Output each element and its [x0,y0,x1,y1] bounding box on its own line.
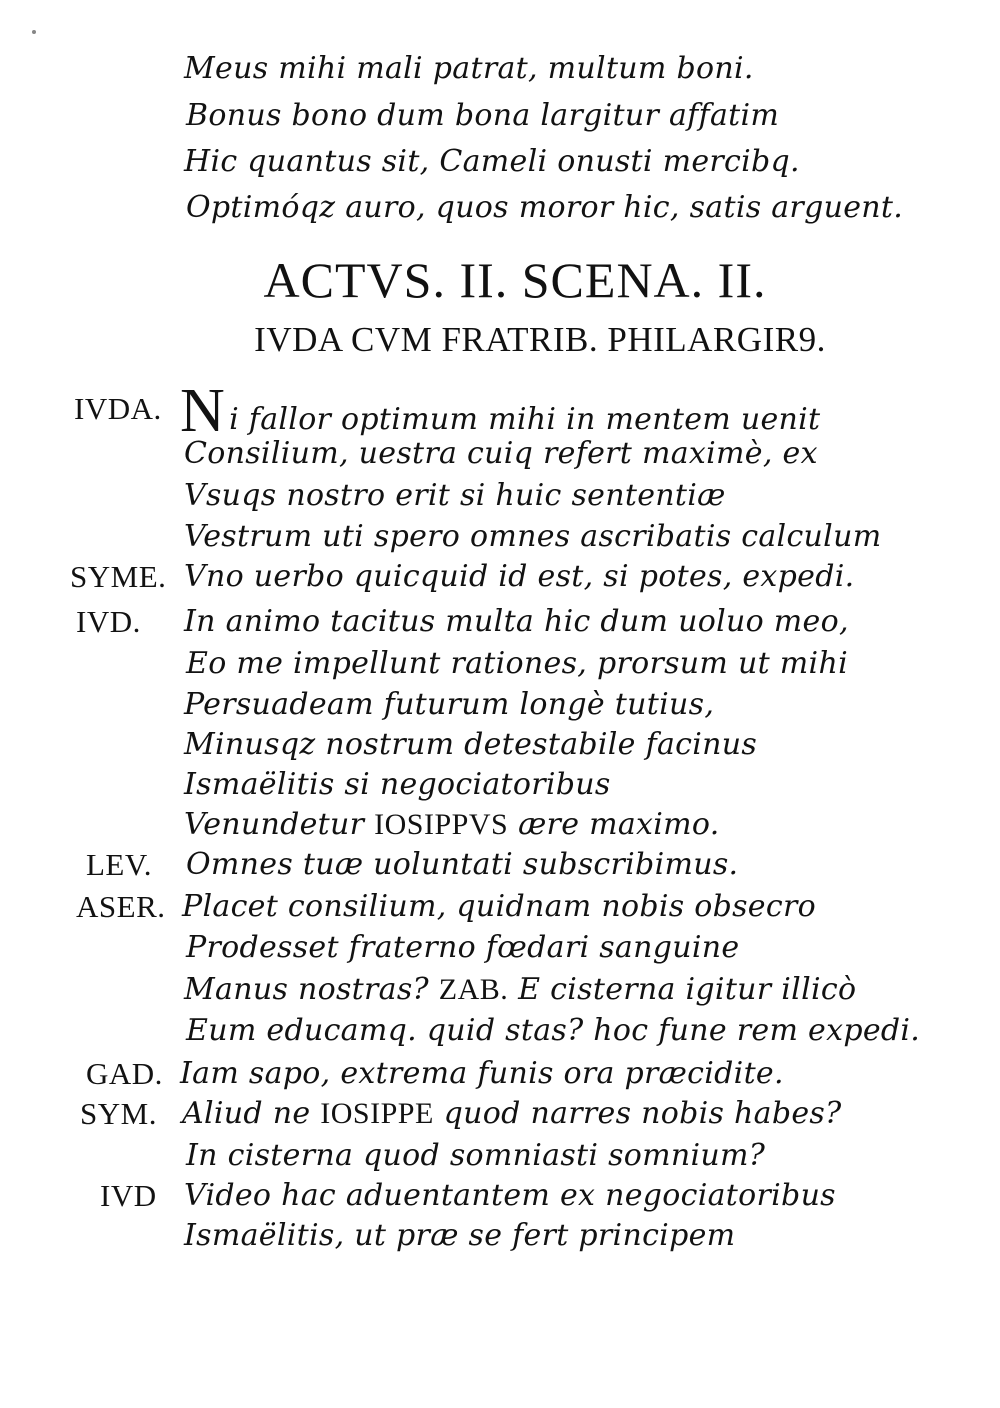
verse-text: Manus nostras? [184,972,429,1007]
margin-ink-speck [32,30,36,34]
verse-line: Prodesset fraterno fœdari sanguine [186,930,740,965]
verse-line: Iam sapo, extrema funis ora præcidite. [180,1056,784,1091]
verse-text: ære maximo. [518,807,720,842]
verse-line [182,1097,841,1131]
verse-line: Persuadeam futurum longè tutius, [184,687,715,722]
verse-line: Vestrum uti spero omnes ascribatis calculum [184,519,882,554]
verse-text: Aliud ne [182,1096,311,1131]
act-scene-heading: ACTVS. II. SCENA. II. [263,252,767,308]
verse-text: E cisterna igitur illicò [518,972,857,1007]
verse-line: Minusqz nostrum detestabile facinus [184,727,758,762]
speaker-label: SYM. [80,1096,157,1131]
speaker-label: IVD. [76,604,141,639]
character-name: IOSIPPVS [374,808,509,841]
speaker-label: IVDA. [74,391,162,426]
verse-text: Venundetur [184,807,365,842]
verse-line: Optimóqz auro, quos moror hic, satis arguent. [186,190,904,225]
verse-line: Meus mihi mali patrat, multum boni. [184,51,754,86]
verse-line: Bonus bono dum bona largitur affatim [186,98,780,133]
speaker-label: IVD [100,1178,157,1213]
verse-line: Consilium, uestra cuiq refert maximè, ex [184,436,818,471]
verse-line [184,808,720,842]
speaker-label: LEV. [86,847,153,882]
verse-line: Omnes tuæ uoluntati subscribimus. [186,847,739,882]
verse-line: Vsuqs nostro erit si huic sententiæ [184,478,726,513]
character-name: IOSIPPE [320,1097,434,1130]
verse-line: Vno uerbo quicquid id est, si potes, expedi. [184,559,855,594]
verse-line: Video hac aduentantem ex negociatoribus [184,1178,836,1213]
verse-line [180,377,821,445]
verse-line: Ismaëlitis si negociatoribus [184,767,611,802]
speaker-label: GAD. [86,1056,163,1091]
verse-line: In animo tacitus multa hic dum uoluo meo, [184,604,849,639]
verse-line: Eo me impellunt rationes, prorsum ut mihi [186,646,848,681]
verse-line: Placet consilium, quidnam nobis obsecro [182,889,816,924]
verse-line: Hic quantus sit, Cameli onusti mercibq. [184,144,800,179]
verse-line [184,973,856,1007]
character-name: ZAB. [438,973,509,1006]
verse-line: Ismaëlitis, ut præ se fert principem [184,1218,736,1253]
speaker-label: ASER. [76,889,166,924]
verse-line: Eum educamq. quid stas? hoc fune rem expedi. [186,1013,921,1048]
verse-line: In cisterna quod somniasti somnium? [186,1138,766,1173]
speaker-label: SYME. [70,559,167,594]
verse-text: i fallor optimum mihi in mentem uenit [229,402,821,437]
scene-characters-heading: IVDA CVM FRATRIB. PHILARGIR9. [254,320,826,359]
verse-text: quod narres nobis habes? [443,1096,842,1131]
drop-initial: N [180,377,226,445]
